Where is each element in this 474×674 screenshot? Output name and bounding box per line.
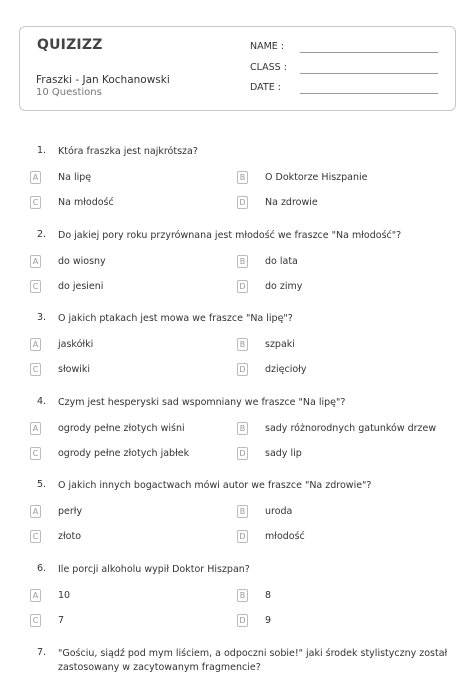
question-text: Do jakiej pory roku przyrównana jest młodość we fraszce "Na młodość"? (58, 230, 402, 241)
option-letter-box[interactable]: B (237, 338, 248, 351)
question-number: 1. (37, 145, 47, 156)
option-letter-box[interactable]: C (30, 530, 41, 543)
question-text: Czym jest hesperyski sad wspomniany we fraszce "Na lipę"? (58, 397, 346, 408)
question-number: 3. (37, 312, 47, 323)
question-number: 2. (37, 229, 47, 240)
option-text: 10 (58, 590, 71, 601)
option-letter-box[interactable]: D (237, 614, 248, 627)
option-text: sady różnorodnych gatunków drzew (265, 423, 437, 434)
option-letter-box[interactable]: B (237, 589, 248, 602)
worksheet-title: Fraszki - Jan Kochanowski (36, 74, 170, 86)
option-letter-box[interactable]: A (30, 422, 41, 435)
option-letter-box[interactable]: D (237, 196, 248, 209)
option-letter-box[interactable]: A (30, 589, 41, 602)
question-number: 5. (37, 479, 47, 490)
option-letter-box[interactable]: D (237, 530, 248, 543)
option-text: ogrody pełne złotych wiśni (58, 423, 185, 434)
option-letter-box[interactable]: C (30, 614, 41, 627)
option-text: dzięcioły (265, 364, 307, 375)
option-text: do zimy (265, 281, 303, 292)
question-text: "Gościu, siądź pod mym liściem, a odpoczni sobie!" jaki środek stylistyczny został zastosowany w zacytowanym fragmencie? (58, 648, 448, 673)
option-text: Na lipę (58, 172, 92, 183)
option-letter-box[interactable]: C (30, 447, 41, 460)
option-letter-box[interactable]: D (237, 280, 248, 293)
question-text: O jakich innych bogactwach mówi autor we fraszce "Na zdrowie"? (58, 480, 372, 491)
option-text: 8 (265, 590, 272, 601)
option-letter-box[interactable]: C (30, 196, 41, 209)
option-letter-box[interactable]: D (237, 447, 248, 460)
question-text: Ile porcji alkoholu wypił Doktor Hiszpan? (58, 564, 250, 575)
option-text: do wiosny (58, 256, 106, 267)
option-letter-box[interactable]: B (237, 255, 248, 268)
option-text: Na młodość (58, 197, 114, 208)
worksheet-header (19, 26, 456, 111)
option-text: 9 (265, 615, 272, 626)
option-text: szpaki (265, 339, 295, 350)
option-text: złoto (58, 531, 82, 542)
question-count: 10 Questions (36, 87, 102, 98)
option-letter-box[interactable]: C (30, 280, 41, 293)
date-label: DATE : (250, 82, 281, 93)
option-letter-box[interactable]: A (30, 255, 41, 268)
option-letter-box[interactable]: A (30, 338, 41, 351)
option-text: do lata (265, 256, 298, 267)
option-letter-box[interactable]: B (237, 505, 248, 518)
option-letter-box[interactable]: D (237, 363, 248, 376)
option-text: uroda (265, 506, 293, 517)
date-field[interactable] (300, 93, 438, 94)
quizizz-logo: QUIZIZZ (37, 37, 103, 53)
question-text: O jakich ptakach jest mowa we fraszce "Na lipę"? (58, 313, 293, 324)
option-letter-box[interactable]: A (30, 171, 41, 184)
option-text: do jesieni (58, 281, 104, 292)
question-number: 4. (37, 396, 47, 407)
class-field[interactable] (300, 73, 438, 74)
name-label: NAME : (250, 41, 285, 52)
option-text: 7 (58, 615, 65, 626)
option-text: ogrody pełne złotych jabłek (58, 448, 190, 459)
option-text: Na zdrowie (265, 197, 318, 208)
name-field[interactable] (300, 52, 438, 53)
option-text: O Doktorze Hiszpanie (265, 172, 368, 183)
option-letter-box[interactable]: A (30, 505, 41, 518)
option-letter-box[interactable]: B (237, 171, 248, 184)
option-letter-box[interactable]: B (237, 422, 248, 435)
option-text: młodość (265, 531, 305, 542)
class-label: CLASS : (250, 62, 287, 73)
option-text: jaskółki (58, 339, 94, 350)
option-letter-box[interactable]: C (30, 363, 41, 376)
option-text: perły (58, 506, 83, 517)
question-text: Która fraszka jest najkrótsza? (58, 146, 198, 157)
question-number: 7. (37, 647, 47, 658)
option-text: słowiki (58, 364, 91, 375)
question-number: 6. (37, 563, 47, 574)
option-text: sady lip (265, 448, 302, 459)
